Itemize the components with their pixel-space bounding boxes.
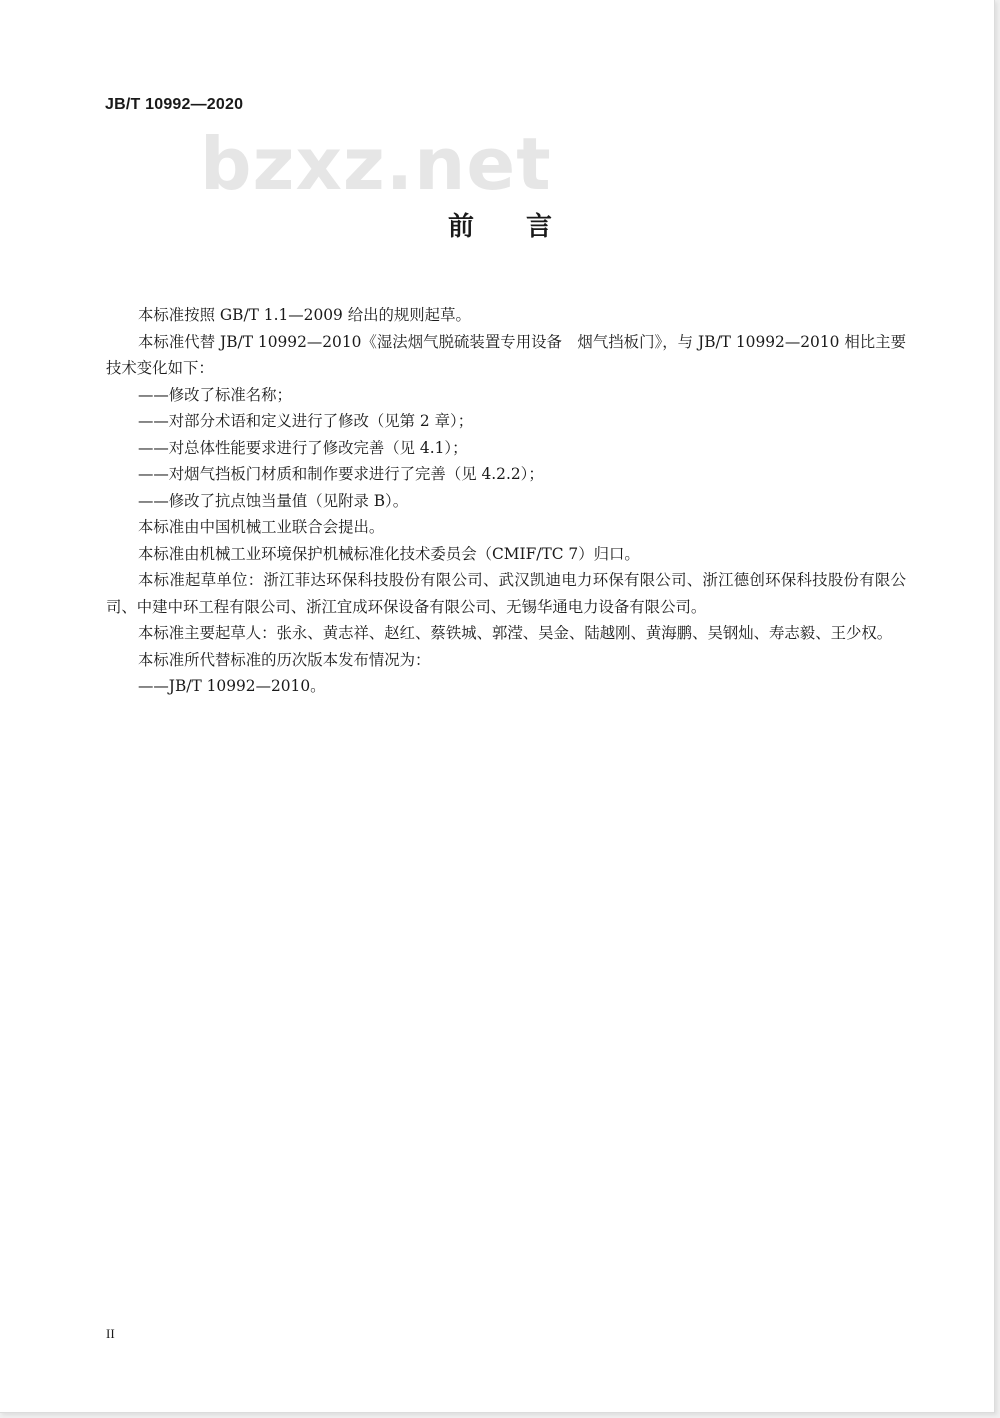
document-code: JB/T 10992—2020: [105, 96, 244, 113]
paragraph-drafters: 本标准主要起草人：张永、黄志祥、赵红、蔡铁城、郭滢、吴金、陆越刚、黄海鹏、吴钢灿、寿志毅、王少权。: [138, 624, 893, 642]
preface-body: [106, 302, 906, 700]
paragraph-drafting-rules: 本标准按照 GB/T 1.1—2009 给出的规则起草。: [138, 306, 471, 324]
watermark: bzxz.net: [200, 122, 552, 206]
change-item: ——修改了标准名称；: [138, 385, 292, 404]
paragraph-managed-by: 本标准由机械工业环境保护机械标准化技术委员会（CMIF/TC 7）归口。: [138, 544, 640, 563]
page-number: II: [106, 1326, 115, 1341]
change-item: ——对部分术语和定义进行了修改（见第 2 章）；: [138, 412, 474, 430]
section-title: [0, 206, 1000, 243]
paragraph-history: 本标准所代替标准的历次版本发布情况为：: [138, 650, 431, 669]
title-char-1: 前: [447, 212, 474, 242]
history-item: ——JB/T 10992—2010。: [138, 677, 326, 695]
paragraph-drafting-units: 本标准起草单位：浙江菲达环保科技股份有限公司、武汉凯迪电力环保有限公司、浙江德创环保科技股份有限公司、中建中环工程有限公司、浙江宜成环保设备有限公司、无锡华通电力设备有限公司。: [106, 571, 906, 616]
title-char-2: 言: [526, 212, 553, 242]
change-item: ——修改了抗点蚀当量值（见附录 B）。: [138, 491, 409, 510]
change-item: ——对烟气挡板门材质和制作要求进行了完善（见 4.2.2）；: [138, 465, 544, 483]
paragraph-replaces: 本标准代替 JB/T 10992—2010《湿法烟气脱硫装置专用设备 烟气挡板门》，与 JB/T 10992—2010 相比主要技术变化如下：: [106, 332, 906, 377]
paragraph-proposed-by: 本标准由中国机械工业联合会提出。: [138, 518, 385, 536]
change-item: ——对总体性能要求进行了修改完善（见 4.1）；: [138, 438, 468, 457]
